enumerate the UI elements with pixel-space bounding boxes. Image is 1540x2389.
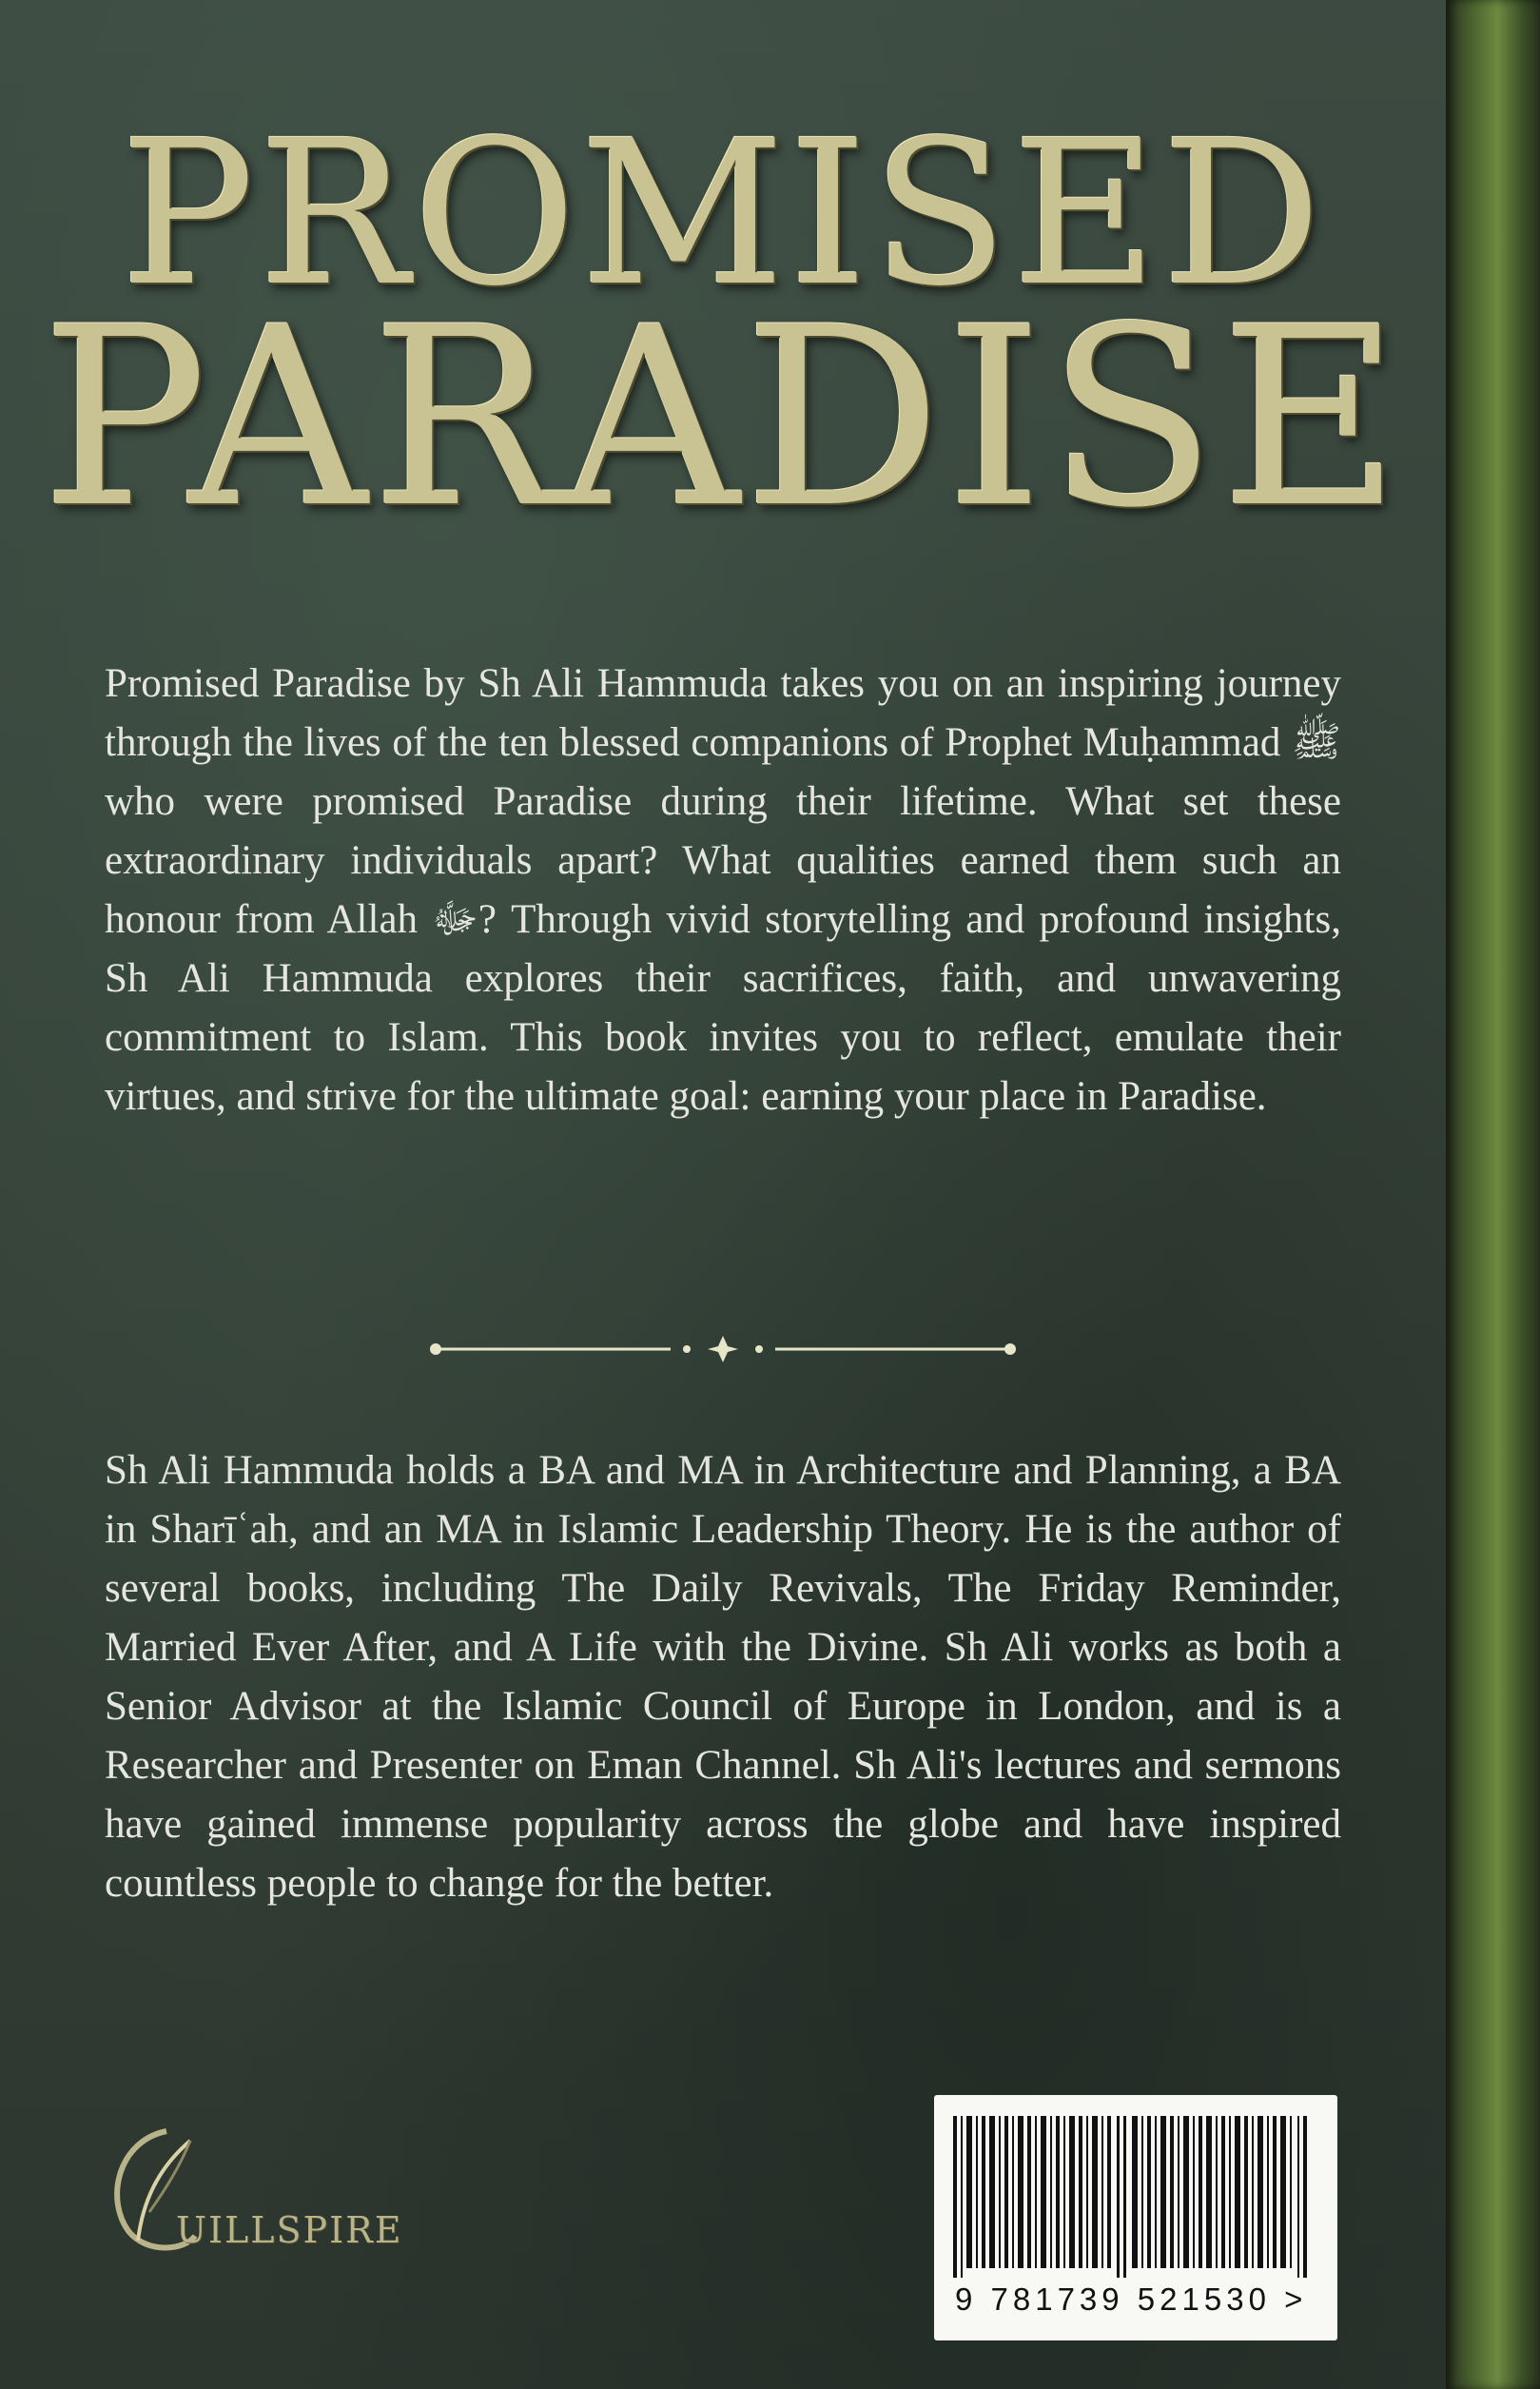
book-spine [1446,0,1540,2389]
publisher-name: UILLSPIRE [176,2209,403,2251]
title-line-2: PARADISE [41,275,1405,562]
ornament-divider-icon [428,1330,1018,1368]
barcode-icon [953,2116,1318,2278]
isbn-barcode [934,2095,1337,2340]
title-line-1: PROMISED [120,97,1326,330]
isbn-number: 9 781739 521530 > [955,2281,1308,2317]
author-bio: Sh Ali Hammuda holds a BA and MA in Architecture and Planning, a BA in Sharīʿah, and an MA in Islamic Leadership Theory. He is the author of several books, including The Daily Revivals, The Friday Reminder, Married Ever After, and A Life with the Divine. Sh Ali works as both a Senior Advisor at the Islamic Council of Europe in London, and is a Researcher and Presenter on Eman Channel. Sh Ali's lectures and sermons have gained immense popularity across the globe and have inspired countless people to change for the better. [105,1448,1341,1906]
book-blurb: Promised Paradise by Sh Ali Hammuda takes you on an inspiring journey through the lives of the ten blessed companions of Prophet Muḥammad ﷺ who were promised Paradise during their lifetime. What set these extraordinary individuals apart? What qualities earned them such an honour from Allah ﷻ? Through vivid storytelling and profound insights, Sh Ali Hammuda explores their sacrifices, faith, and unwavering commitment to Islam. This book invites you to reflect, emulate their virtues, and strive for the ultimate goal: earning your place in Paradise. [105,661,1341,1119]
